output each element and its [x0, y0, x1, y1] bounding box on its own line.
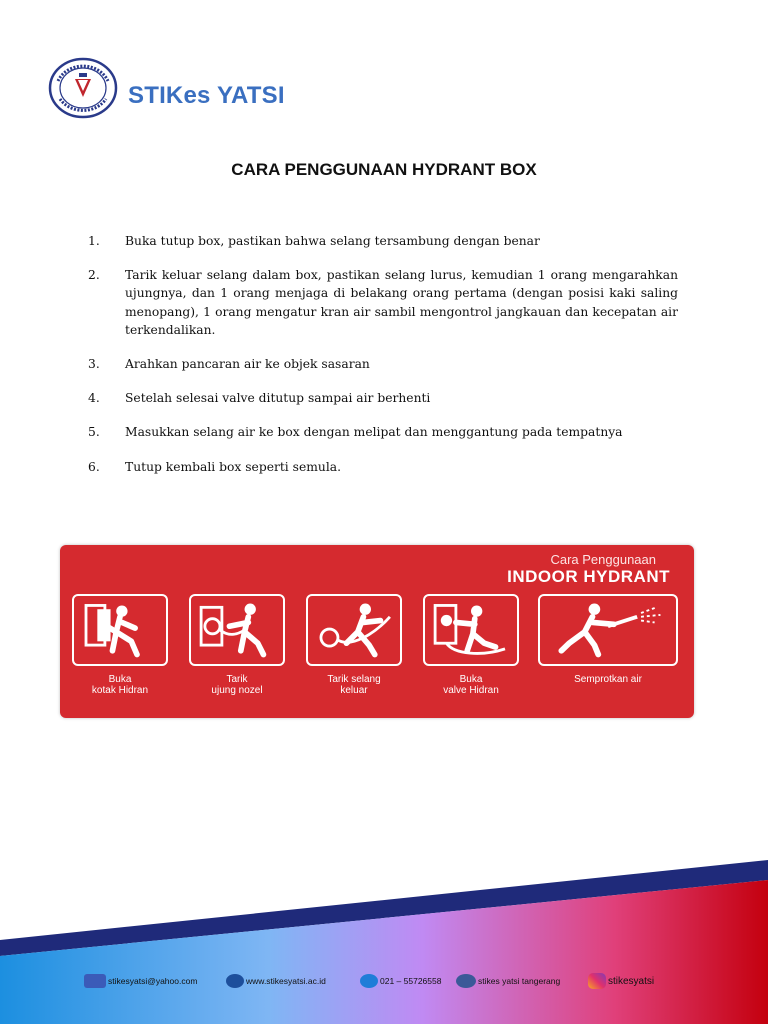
step-text: Buka tutup box, pastikan bahwa selang tersambung dengan benar	[125, 234, 540, 248]
pull-nozzle-icon	[189, 594, 285, 666]
panel-caption: Buka valve Hidran	[443, 674, 499, 696]
footer-website[interactable]: www.stikesyatsi.ac.id	[226, 973, 326, 989]
step-number: 1.	[88, 234, 100, 248]
stikes-yatsi-logo	[48, 57, 118, 119]
email-icon	[84, 974, 106, 988]
panel-caption: Semprotkan air	[574, 674, 642, 685]
sign-subtitle: Cara Penggunaan	[550, 552, 656, 567]
list-item	[88, 458, 678, 476]
step-number: 4.	[88, 391, 100, 406]
globe-icon	[226, 974, 244, 988]
step-text: Masukkan selang air ke box dengan melipat dan menggantung pada tempatnya	[125, 425, 623, 440]
pull-hose-icon	[306, 594, 402, 666]
footer-email[interactable]: stikesyatsi@yahoo.com	[84, 973, 197, 989]
steps-list	[88, 232, 678, 492]
step-number: 2.	[88, 268, 100, 283]
step-text: Tarik keluar selang dalam box, pastikan selang lurus, kemudian 1 orang mengarahkan ujungnya, dan 1 orang menjaga di belakang orang pertama (dengan posisi kaki saling menopang), 1 orang mengatur kran air sambil mengontrol jangkauan dan kecepatan air terkendalikan.	[125, 268, 678, 337]
step-text: Arahkan pancaran air ke objek sasaran	[125, 357, 370, 372]
step-number: 3.	[88, 357, 100, 372]
indoor-hydrant-sign	[60, 545, 694, 718]
footer-phone[interactable]: 021 – 55726558	[360, 973, 441, 989]
step-text: Setelah selesai valve ditutup sampai air berhenti	[125, 391, 431, 406]
footer-facebook[interactable]: stikes yatsi tangerang	[456, 973, 560, 989]
sign-title: INDOOR HYDRANT	[507, 567, 670, 586]
brand-name: STIKes YATSI	[128, 82, 285, 109]
panel-caption: Tarik selang keluar	[327, 674, 381, 696]
list-item	[88, 266, 678, 339]
step-number: 5.	[88, 425, 100, 440]
page-title: CARA PENGGUNAAN HYDRANT BOX	[231, 160, 537, 179]
spray-water-icon	[538, 594, 678, 666]
facebook-icon	[456, 974, 476, 988]
footer-instagram[interactable]: stikesyatsi	[588, 973, 654, 989]
footer-band	[0, 860, 768, 1024]
step-number: 6.	[88, 459, 100, 474]
list-item	[88, 355, 678, 373]
step-text: Tutup kembali box seperti semula.	[125, 459, 341, 474]
panel-caption: Tarik ujung nozel	[211, 674, 263, 696]
list-item	[88, 232, 678, 250]
open-hydrant-box-icon	[72, 594, 168, 666]
list-item	[88, 423, 678, 441]
list-item	[88, 389, 678, 407]
open-valve-icon	[423, 594, 519, 666]
phone-icon	[360, 974, 378, 988]
panel-caption: Buka kotak Hidran	[91, 674, 149, 696]
instagram-icon	[588, 973, 606, 989]
